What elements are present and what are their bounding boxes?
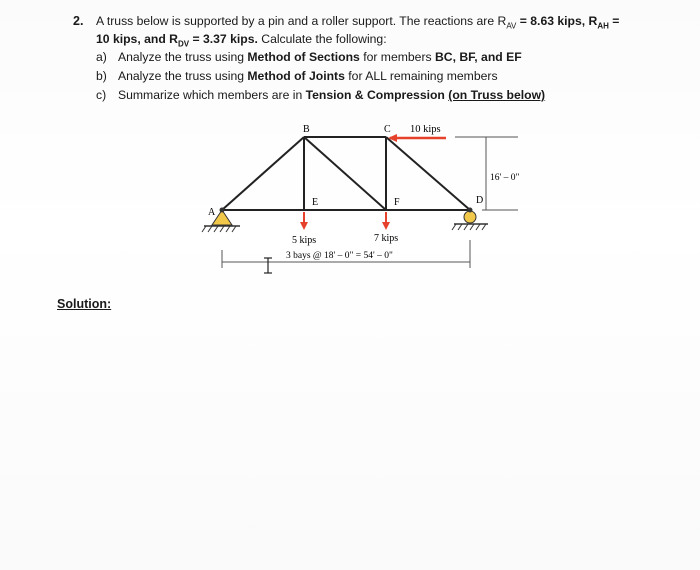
- load-label-f: 7 kips: [374, 233, 399, 244]
- q-sub-av: AV: [506, 21, 517, 31]
- load-arrow-c: [388, 134, 446, 142]
- item-a-bold2: BC, BF, and EF: [435, 50, 522, 64]
- item-c-letter: c): [96, 88, 107, 102]
- height-dimension-label: 16' – 0": [490, 173, 520, 183]
- solution-label: Solution:: [57, 297, 112, 311]
- node-label-a: A: [208, 207, 216, 218]
- node-label-d: D: [476, 195, 484, 206]
- item-a-bold: Method of Sections: [247, 50, 360, 64]
- load-arrow-f: [382, 212, 390, 230]
- q-bold-b: = 3.37 kips.: [189, 32, 258, 46]
- load-label-10kips: 10 kips: [410, 124, 441, 135]
- q-sub-ah: AH: [597, 21, 609, 31]
- q-sub-dv: DV: [177, 39, 190, 49]
- node-label-b: B: [303, 124, 310, 135]
- q-text-a: A truss below is supported by a pin and a roller support. The reactions are R: [96, 14, 507, 28]
- item-a-pre: Analyze the truss using: [118, 50, 248, 64]
- item-a-letter: a): [96, 50, 107, 64]
- item-b-post: for ALL remaining members: [344, 69, 498, 83]
- item-b-bold: Method of Joints: [247, 69, 345, 83]
- truss-members: [222, 137, 470, 210]
- item-a-post: for members: [359, 50, 435, 64]
- node-label-c: C: [384, 124, 391, 135]
- question-number: 2.: [73, 14, 84, 28]
- q-text-b: = 8.63 kips, R: [516, 14, 598, 28]
- load-label-e: 5 kips: [292, 235, 317, 246]
- q-bold-a: 10 kips, and R: [96, 32, 178, 46]
- q-text-c: =: [608, 14, 620, 28]
- load-arrow-e: [300, 212, 308, 230]
- item-c-bold: Tension & Compression: [305, 88, 445, 102]
- item-c-underlined: (on Truss below): [448, 88, 546, 102]
- q-text-2: Calculate the following:: [257, 32, 387, 46]
- node-label-f: F: [394, 197, 400, 208]
- text-cursor-icon: [264, 258, 272, 273]
- node-label-e: E: [312, 197, 319, 208]
- span-dimension-label: 3 bays @ 18' – 0" = 54' – 0": [286, 251, 393, 261]
- member-ab: [222, 137, 304, 210]
- item-b-letter: b): [96, 69, 107, 83]
- item-b-pre: Analyze the truss using: [118, 69, 248, 83]
- item-c-pre: Summarize which members are in: [118, 88, 306, 102]
